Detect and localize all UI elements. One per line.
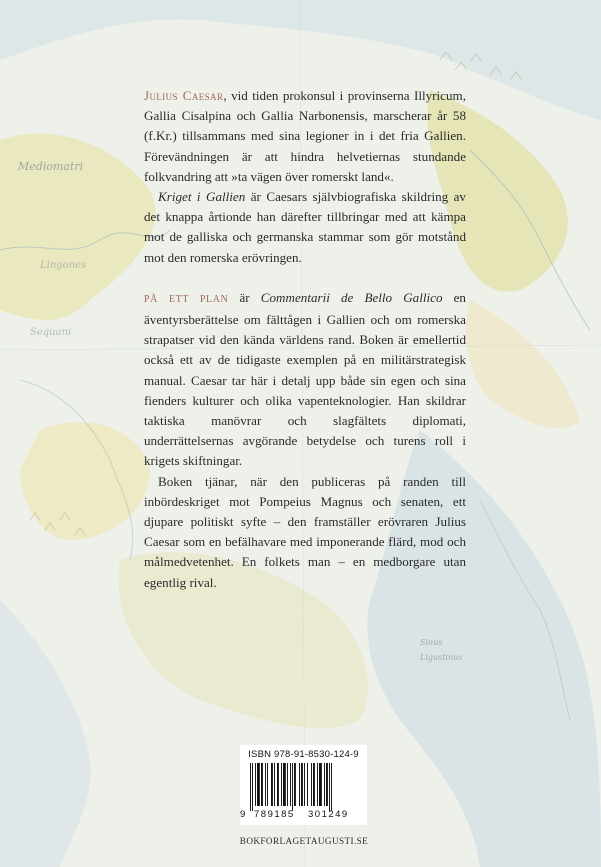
barcode-bar [287,763,288,806]
barcode-bar [252,763,253,811]
ean-digit-first: 9 [240,809,246,820]
barcode-bar [271,763,273,806]
barcode-bar [274,763,275,806]
barcode-bar [281,763,282,806]
barcode-bar [299,763,300,806]
barcode-bar [290,763,291,806]
isbn-label: ISBN 978-91-8530-124-9 [248,749,359,760]
barcode-bar [261,763,263,806]
ean-digits-right: 301249 [308,809,349,820]
blurb-paragraph-2 [144,187,466,268]
paragraph-text: en äventyrsberättelse om fälttågen i Gallien och om romerska strapatser vid den kända världens rand. Boken är emellertid också ett av de tidigaste exemplen på en militärstrategisk manual. Caesar tar här i detalj upp både sin egen och sina fienders kulturer och olika vapenteknologier. Han skildrar taktiska manövrar och slagfältets diplomati, underrättelsernas avgörande betydelse och turens roll i krigets skiftningar. [144,289,466,469]
barcode-bars [248,763,359,811]
barcode-bar [292,763,293,811]
barcode-bar [329,763,330,811]
barcode-bar [267,763,268,806]
barcode-bar [277,763,279,806]
map-label-ligustinus: Ligustinus [420,653,463,662]
paragraph-text: är [228,289,261,305]
latin-title-italic: Commentarii de Bello Gallico [260,289,443,305]
map-label-mediomatrici: Mediomatri [18,160,84,173]
blurb-paragraph-4 [144,472,466,593]
lead-in-caps: PÅ ETT PLAN [144,293,229,305]
barcode-bar [319,763,322,806]
map-label-lingones: Lingones [40,260,87,271]
barcode-bar [304,763,305,806]
back-cover-text [144,86,466,593]
barcode-bar [283,763,286,806]
barcode-bar [326,763,328,806]
isbn-barcode [240,745,367,825]
blurb-paragraph-3 [144,288,466,472]
blurb-paragraph-1 [144,86,466,187]
author-name-smallcaps: Julius Caesar [144,88,224,103]
barcode-bar [257,763,260,806]
book-title-italic: Kriget i Gallien [158,189,246,205]
paragraph-text: är Caesars självbiografiska skildring av det knappa årtionde han därefter tillbringar med att kämpa mot de galliska och germanska stammar som gör motstånd mot den romerska erövringen. [144,189,466,265]
barcode-bar [307,763,308,806]
barcode-bar [331,763,332,811]
barcode-bar [313,763,315,806]
map-label-sinus: Sinus [420,638,443,647]
paragraph-text: , vid tiden prokonsul i provinserna Illyricum, Gallia Cisalpina och Gallia Narbonensis, marscherar år 58 (f.Kr.) tillsammans med sina legioner in i det fria Gallien. Förevändningen är att hindra helvetiernas stundande folkvandring att »ta vägen över romerskt land«. [144,88,466,184]
barcode-bar [265,763,266,806]
barcode-bar [301,763,303,806]
barcode-bar [311,763,312,806]
barcode-bar [317,763,318,806]
ean-digits-left: 789185 [254,809,295,820]
map-label-sequani: Sequani [30,327,72,338]
barcode-bar [255,763,256,806]
barcode-bar [294,763,296,806]
barcode-bar [250,763,251,811]
barcode-bar [324,763,325,806]
paragraph-text: Boken tjänar, när den publiceras på randen till inbördeskriget mot Pompeius Magnus och senaten, ett djupare politiskt syfte – den framställer erövraren Julius Caesar som en befälhavare med imponerande flärd, mod och målmedvetenhet. En folkets man – en medborgare utan egentlig rival. [144,473,466,590]
publisher-website: BOKFORLAGETAUGUSTI.SE [239,836,369,846]
